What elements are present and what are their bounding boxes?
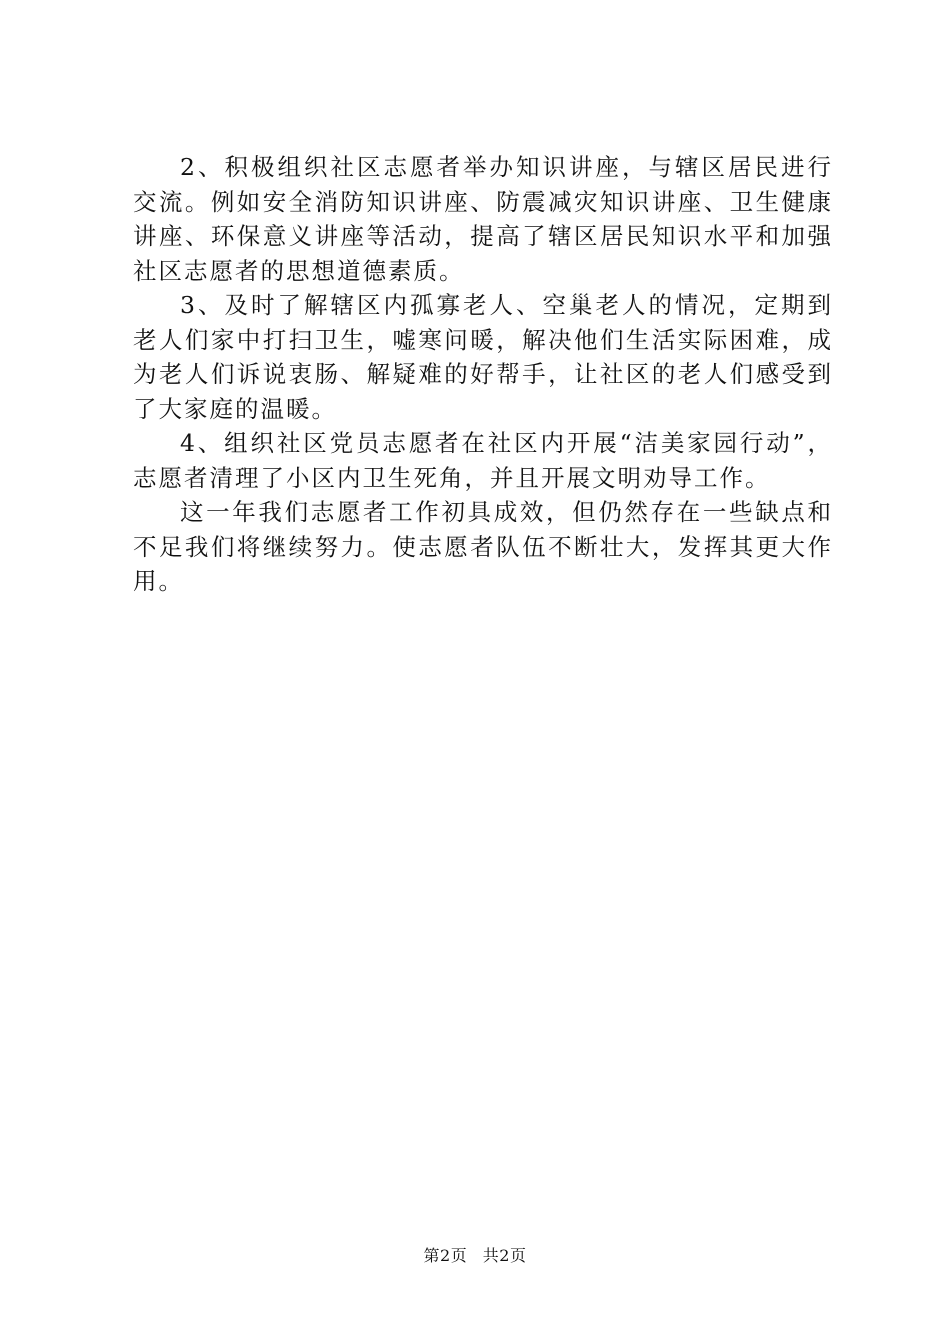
paragraph-item-4: 4、组织社区党员志愿者在社区内开展“洁美家园行动”，志愿者清理了小区内卫生死角，并且开展文明劝导工作。 [133,429,833,492]
page-total: 共2页 [482,1246,527,1265]
page-number: 第2页 [423,1246,468,1265]
paragraph-item-2: 2、积极组织社区志愿者举办知识讲座，与辖区居民进行交流。例如安全消防知识讲座、防震减灾知识讲座、卫生健康讲座、环保意义讲座等活动，提高了辖区居民知识水平和加强社区志愿者的思想道德素质。 [133,153,833,285]
paragraph-item-3: 3、及时了解辖区内孤寡老人、空巢老人的情况，定期到老人们家中打扫卫生，嘘寒问暖，解决他们生活实际困难，成为老人们诉说衷肠、解疑难的好帮手，让社区的老人们感受到了大家庭的温暖。 [133,291,833,423]
page-footer [0,1243,950,1266]
document-body [133,150,833,599]
paragraph-summary: 这一年我们志愿者工作初具成效，但仍然存在一些缺点和不足我们将继续努力。使志愿者队伍不断壮大，发挥其更大作用。 [133,498,833,595]
